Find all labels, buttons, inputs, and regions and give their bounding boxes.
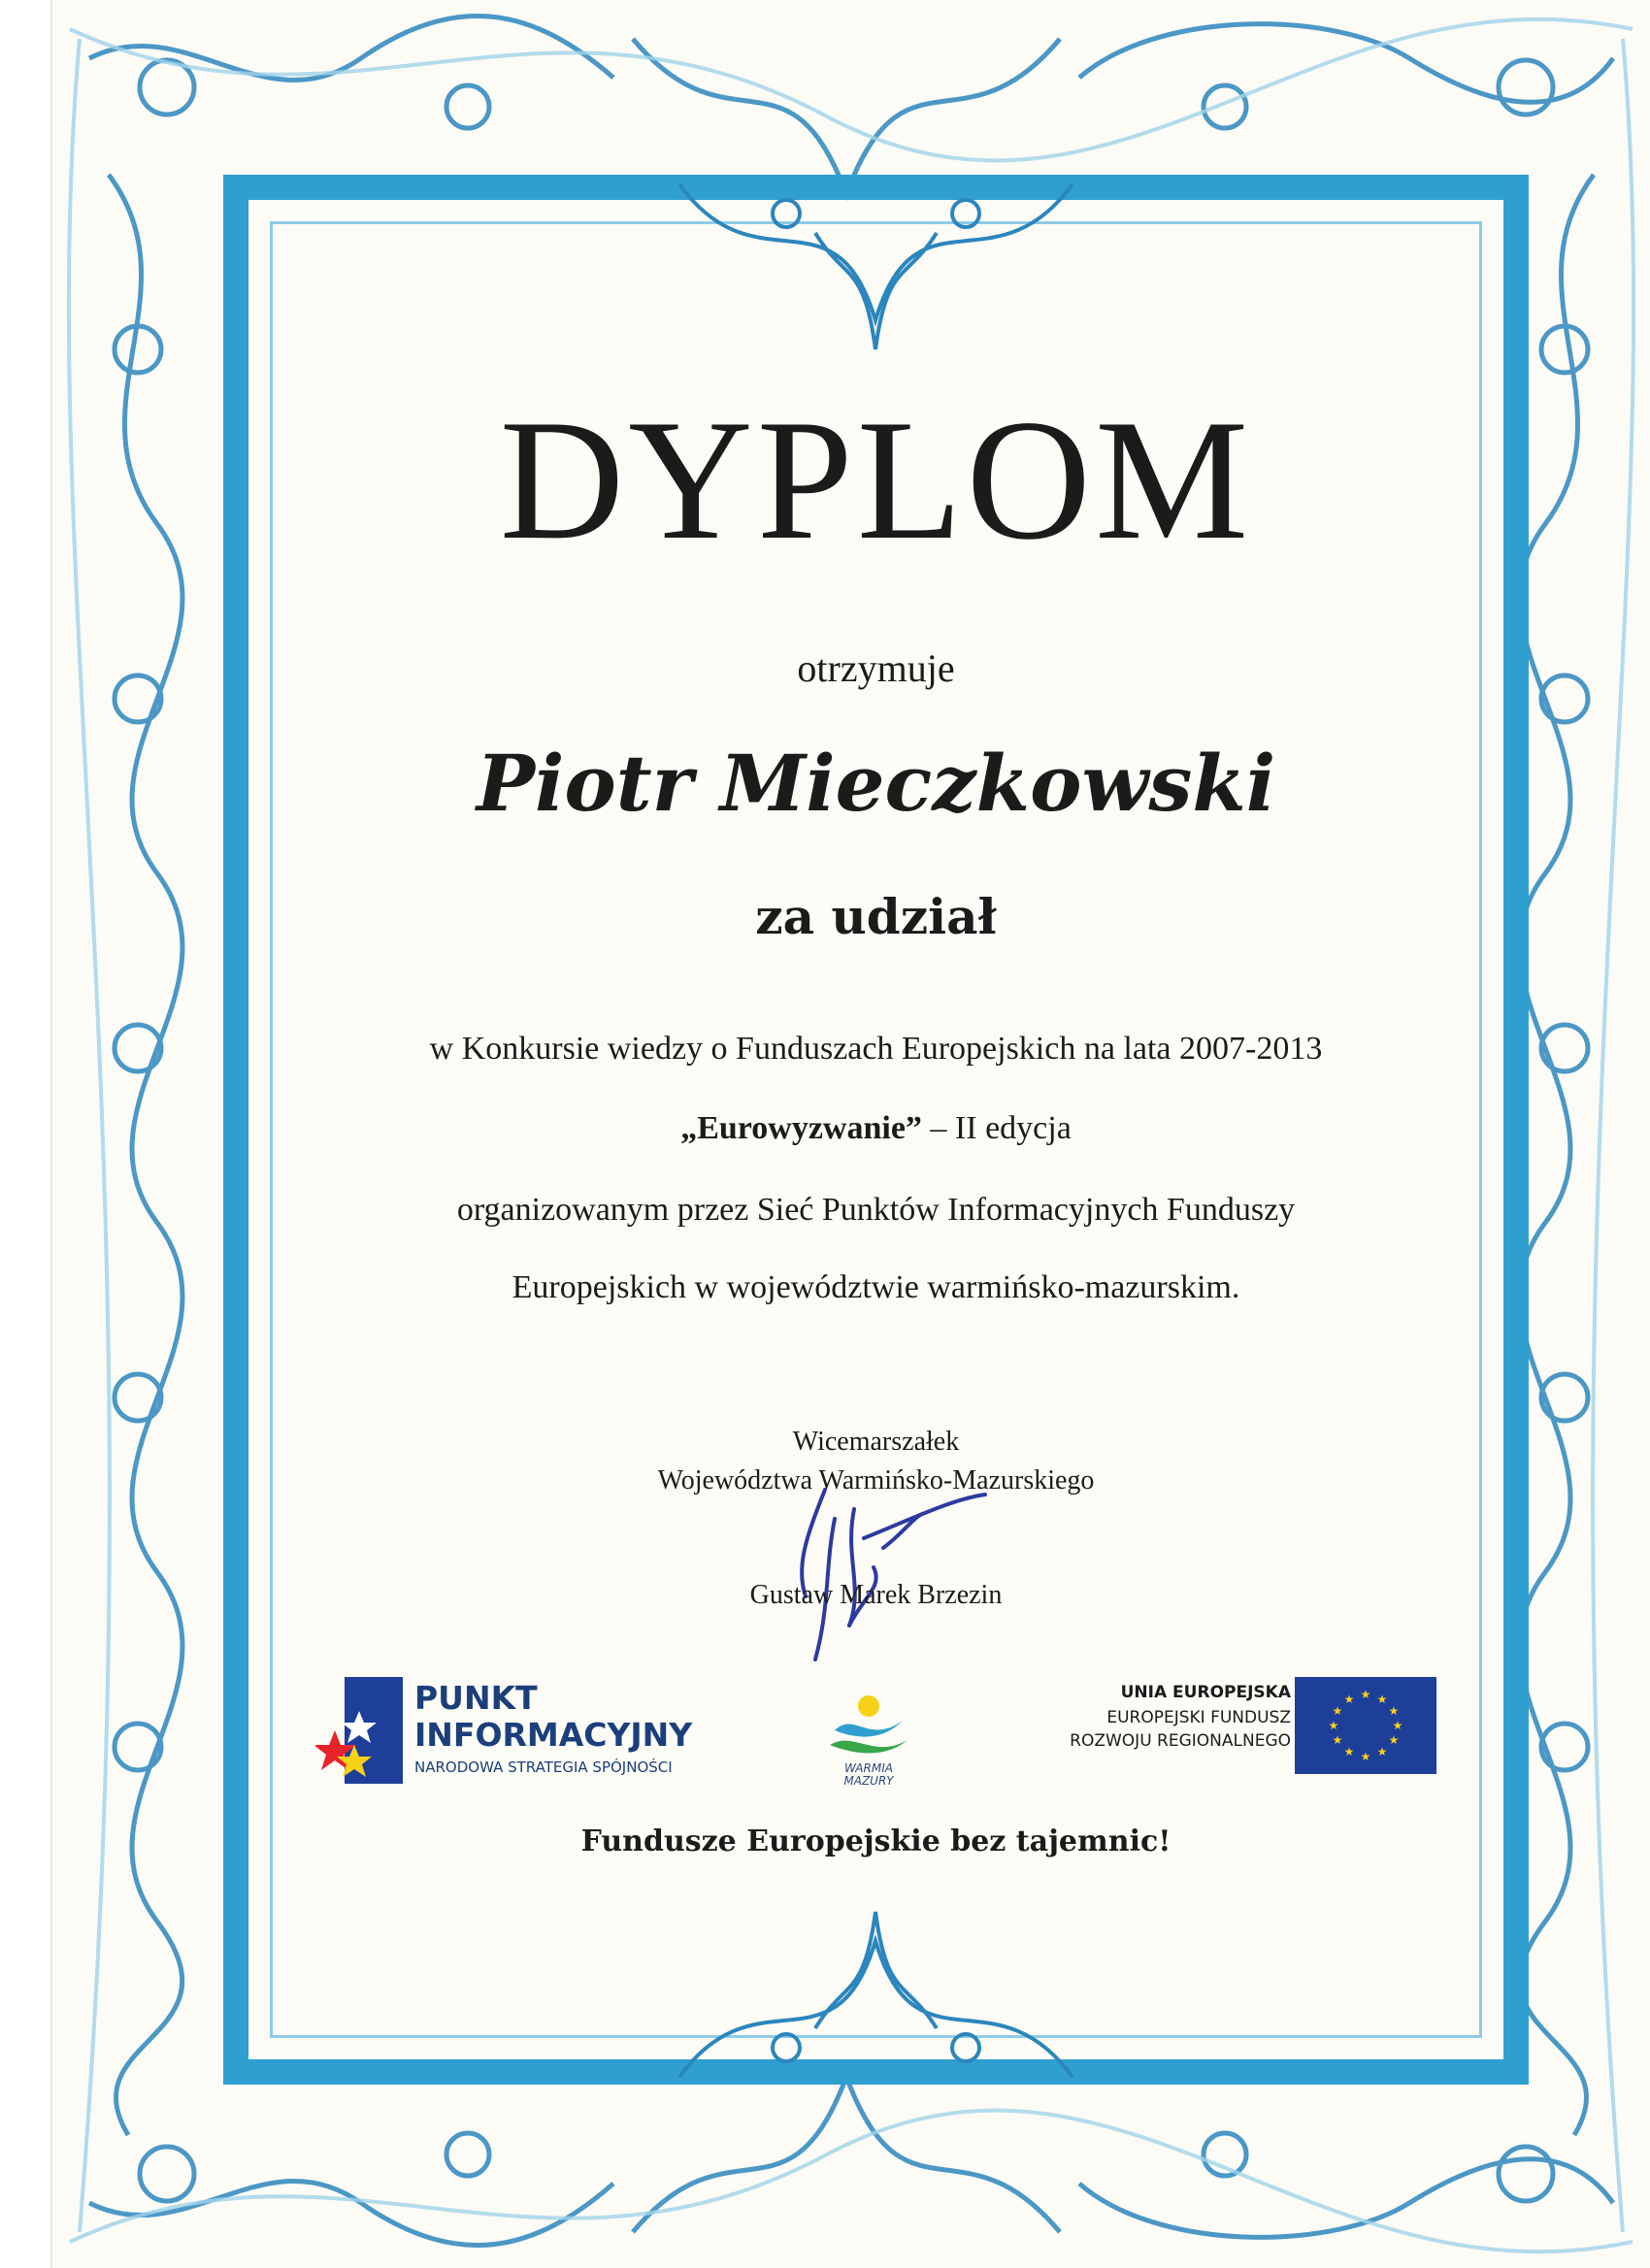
diploma-title: DYPLOM: [499, 383, 1253, 575]
bottom-center-ornament: [670, 1892, 1082, 2087]
handwritten-signature: [767, 1480, 990, 1664]
scan-left-edge: [0, 0, 52, 2268]
svg-text:MAZURY: MAZURY: [843, 1774, 894, 1788]
contest-line: w Konkursie wiedzy o Funduszach Europejskich na lata 2007-2013: [429, 1031, 1323, 1067]
regional-text: ROZWOJU REGIONALNEGO: [1070, 1731, 1291, 1751]
stars-logo-icon: [315, 1677, 403, 1784]
svg-text:★: ★: [1360, 1688, 1371, 1701]
eu-fund-logo: [1009, 1677, 1436, 1779]
punkt-text: PUNKT: [414, 1679, 538, 1717]
eu-text: UNIA EUROPEJSKA: [1120, 1683, 1291, 1702]
svg-text:★: ★: [1360, 1750, 1371, 1763]
svg-text:★: ★: [1376, 1745, 1388, 1759]
svg-text:★: ★: [1376, 1693, 1388, 1706]
organizer-line: organizowanym przez Sieć Punktów Informacyjnych Funduszy: [456, 1192, 1296, 1228]
region-line: Europejskich w województwie warmińsko-mazurskim.: [512, 1269, 1240, 1305]
signatory-name: Gustaw Marek Brzezin: [749, 1580, 1003, 1610]
signatory-office: Województwa Warmińsko-Mazurskiego: [657, 1465, 1095, 1496]
eu-flag-icon: [1295, 1677, 1436, 1774]
contest-name: „Eurowyzwanie”: [680, 1110, 922, 1146]
edition-line: [223, 1110, 1529, 1147]
signatory-role: Wicemarszałek: [792, 1427, 960, 1457]
award-reason: za udział: [755, 888, 997, 945]
punkt-informacyjny-logo: [315, 1677, 723, 1793]
recipient-name: Piotr Mieczkowski: [476, 738, 1276, 829]
informacyjny-text: INFORMACYJNY: [414, 1716, 693, 1754]
strategy-text: NARODOWA STRATEGIA SPÓJNOŚCI: [414, 1759, 673, 1776]
svg-text:★: ★: [1332, 1733, 1343, 1747]
svg-text:WARMIA: WARMIA: [844, 1761, 893, 1775]
svg-text:★: ★: [1388, 1704, 1400, 1718]
top-center-ornament: [670, 175, 1082, 369]
svg-text:★: ★: [1392, 1719, 1403, 1732]
fund-text: EUROPEJSKI FUNDUSZ: [1106, 1708, 1291, 1727]
receives-text: otrzymuje: [797, 646, 955, 690]
svg-text:★: ★: [1328, 1719, 1339, 1732]
svg-text:★: ★: [1332, 1704, 1343, 1718]
edition-text: – II edycja: [921, 1110, 1072, 1146]
warmia-mazury-logo: [815, 1687, 922, 1789]
svg-text:★: ★: [1343, 1745, 1355, 1759]
svg-text:★: ★: [1343, 1693, 1355, 1706]
slogan: Fundusze Europejskie bez tajemnic!: [580, 1824, 1172, 1858]
svg-text:★: ★: [1388, 1733, 1400, 1747]
